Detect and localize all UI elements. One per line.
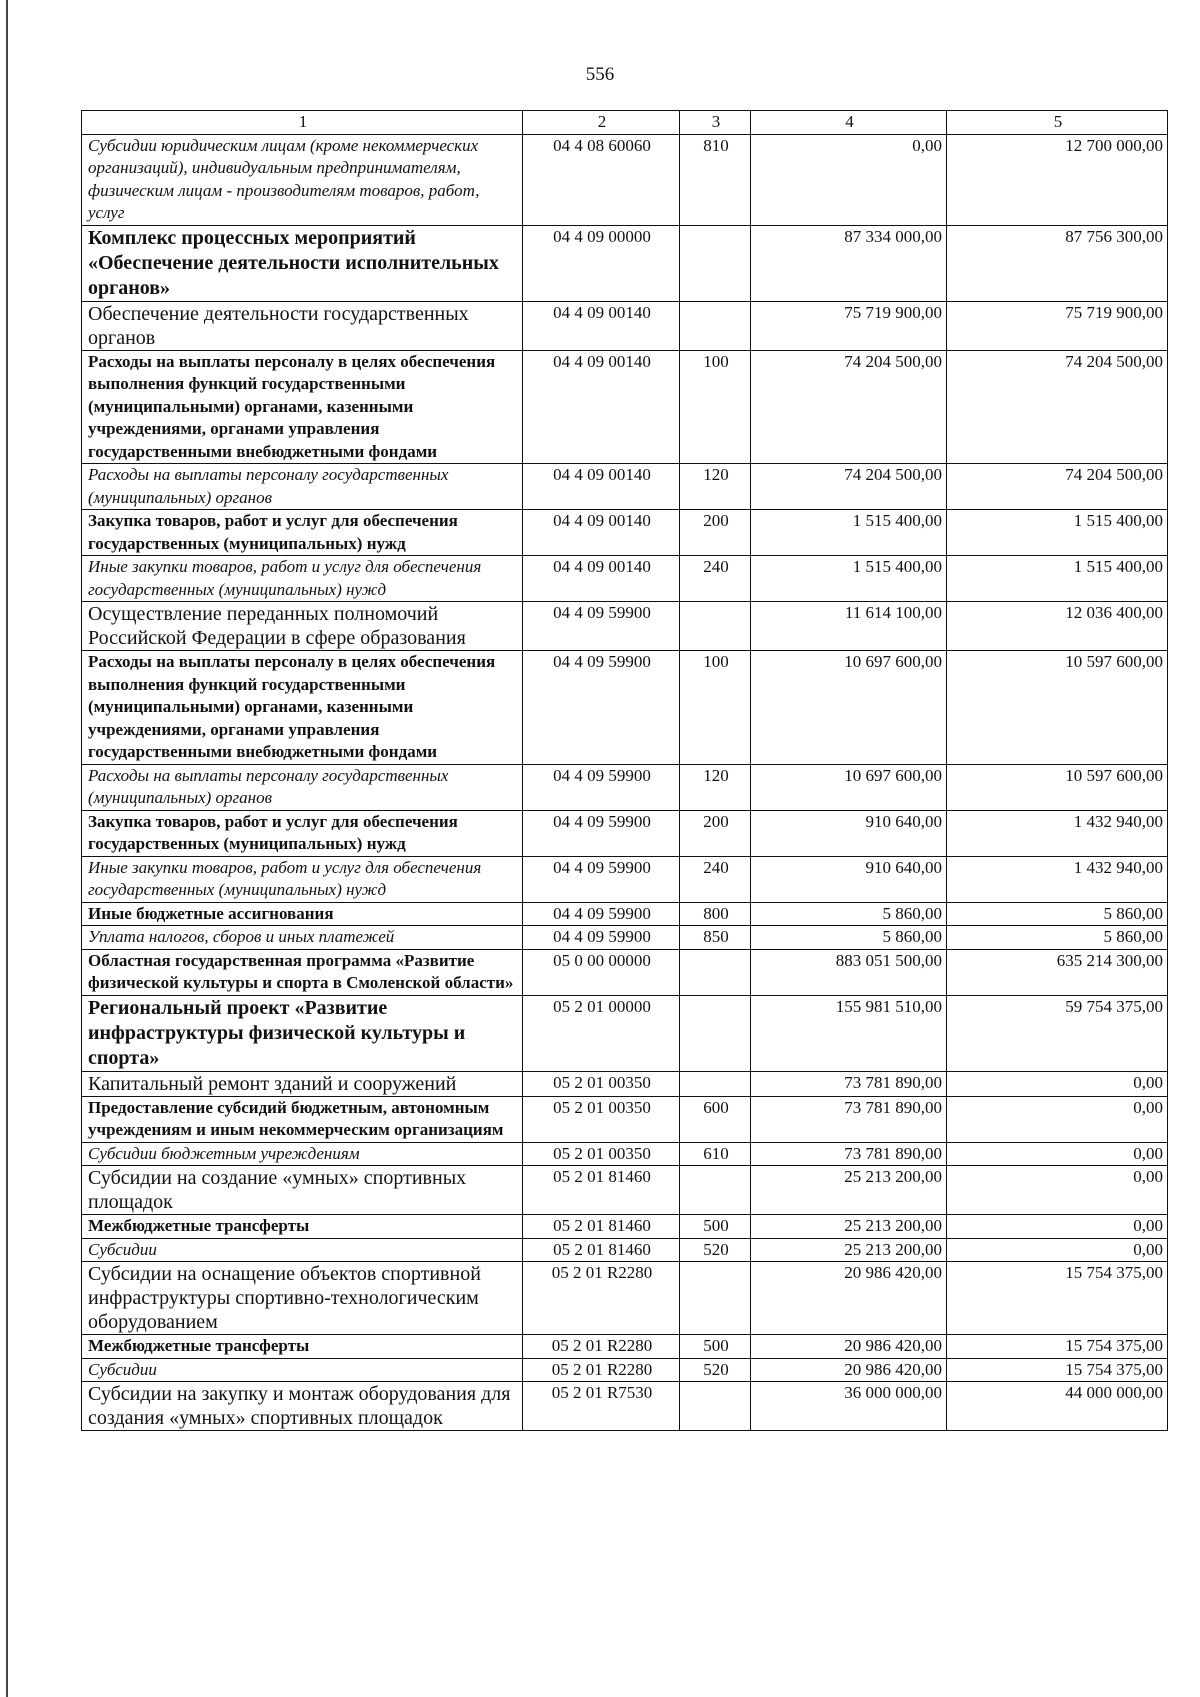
row-sum-2024-cell: 910 640,00	[751, 810, 947, 856]
row-kvr-cell: 120	[680, 764, 751, 810]
table-row	[82, 995, 1168, 1071]
row-code-cell: 05 2 01 00000	[523, 995, 680, 1071]
row-name-cell: Субсидии	[82, 1358, 523, 1382]
row-name-cell: Субсидии на оснащение объектов спортивной инфраструктуры спортивно-технологическим оборудованием	[82, 1262, 523, 1335]
row-code-cell: 04 4 09 00000	[523, 225, 680, 301]
row-kvr-cell: 240	[680, 856, 751, 902]
table-row	[82, 651, 1168, 765]
row-kvr-cell: 520	[680, 1238, 751, 1262]
row-sum-2024-cell: 5 860,00	[751, 926, 947, 950]
row-sum-2025-cell: 59 754 375,00	[947, 995, 1168, 1071]
row-code-cell: 04 4 09 59900	[523, 651, 680, 765]
row-sum-2025-cell: 15 754 375,00	[947, 1262, 1168, 1335]
row-kvr-cell: 600	[680, 1096, 751, 1142]
row-name-cell: Комплекс процессных мероприятий «Обеспечение деятельности исполнительных органов»	[82, 225, 523, 301]
row-code-cell: 04 4 09 59900	[523, 926, 680, 950]
row-kvr-cell: 850	[680, 926, 751, 950]
row-code-cell: 04 4 09 59900	[523, 602, 680, 651]
row-sum-2024-cell: 10 697 600,00	[751, 764, 947, 810]
table-row	[82, 464, 1168, 510]
row-sum-2025-cell: 15 754 375,00	[947, 1358, 1168, 1382]
row-code-cell: 05 2 01 R2280	[523, 1335, 680, 1359]
row-kvr-cell: 100	[680, 350, 751, 464]
row-sum-2024-cell: 73 781 890,00	[751, 1071, 947, 1096]
row-sum-2024-cell: 20 986 420,00	[751, 1358, 947, 1382]
row-sum-2024-cell: 73 781 890,00	[751, 1096, 947, 1142]
row-code-cell: 04 4 09 00140	[523, 301, 680, 350]
table-row	[82, 301, 1168, 350]
column-header: 5	[947, 111, 1168, 135]
table-row	[82, 225, 1168, 301]
row-sum-2025-cell: 0,00	[947, 1096, 1168, 1142]
row-kvr-cell	[680, 225, 751, 301]
row-sum-2024-cell: 5 860,00	[751, 902, 947, 926]
row-name-cell: Расходы на выплаты персоналу государственных (муниципальных) органов	[82, 764, 523, 810]
row-name-cell: Межбюджетные трансферты	[82, 1215, 523, 1239]
row-sum-2025-cell: 15 754 375,00	[947, 1335, 1168, 1359]
row-sum-2024-cell: 910 640,00	[751, 856, 947, 902]
row-sum-2024-cell: 74 204 500,00	[751, 350, 947, 464]
row-sum-2024-cell: 87 334 000,00	[751, 225, 947, 301]
table-row	[82, 1238, 1168, 1262]
table-row	[82, 1166, 1168, 1215]
table-row	[82, 602, 1168, 651]
row-kvr-cell	[680, 1071, 751, 1096]
row-sum-2024-cell: 10 697 600,00	[751, 651, 947, 765]
row-code-cell: 05 2 01 00350	[523, 1142, 680, 1166]
row-name-cell: Обеспечение деятельности государственных органов	[82, 301, 523, 350]
table-row	[82, 1358, 1168, 1382]
row-name-cell: Субсидии юридическим лицам (кроме некоммерческих организаций), индивидуальным предпринимателям, физическим лицам - производителям товаров, работ, услуг	[82, 134, 523, 225]
row-sum-2024-cell: 36 000 000,00	[751, 1382, 947, 1431]
table-row	[82, 350, 1168, 464]
row-kvr-cell: 100	[680, 651, 751, 765]
row-name-cell: Областная государственная программа «Развитие физической культуры и спорта в Смоленской области»	[82, 949, 523, 995]
row-name-cell: Осуществление переданных полномочий Российской Федерации в сфере образования	[82, 602, 523, 651]
row-name-cell: Субсидии	[82, 1238, 523, 1262]
row-sum-2025-cell: 1 432 940,00	[947, 810, 1168, 856]
row-code-cell: 05 2 01 81460	[523, 1238, 680, 1262]
row-code-cell: 05 2 01 R2280	[523, 1262, 680, 1335]
row-sum-2024-cell: 11 614 100,00	[751, 602, 947, 651]
row-kvr-cell: 240	[680, 556, 751, 602]
row-sum-2024-cell: 25 213 200,00	[751, 1166, 947, 1215]
row-name-cell: Капитальный ремонт зданий и сооружений	[82, 1071, 523, 1096]
row-code-cell: 04 4 09 59900	[523, 764, 680, 810]
page-edge-line	[6, 0, 8, 1697]
row-sum-2025-cell: 0,00	[947, 1142, 1168, 1166]
row-name-cell: Иные бюджетные ассигнования	[82, 902, 523, 926]
table-row	[82, 1335, 1168, 1359]
row-code-cell: 04 4 08 60060	[523, 134, 680, 225]
row-sum-2025-cell: 75 719 900,00	[947, 301, 1168, 350]
row-sum-2025-cell: 74 204 500,00	[947, 464, 1168, 510]
row-name-cell: Закупка товаров, работ и услуг для обеспечения государственных (муниципальных) нужд	[82, 510, 523, 556]
row-code-cell: 04 4 09 59900	[523, 902, 680, 926]
row-code-cell: 04 4 09 59900	[523, 856, 680, 902]
row-name-cell: Региональный проект «Развитие инфраструктуры физической культуры и спорта»	[82, 995, 523, 1071]
header-row	[82, 111, 1168, 135]
row-kvr-cell: 610	[680, 1142, 751, 1166]
row-kvr-cell: 200	[680, 510, 751, 556]
row-sum-2025-cell: 1 515 400,00	[947, 510, 1168, 556]
table-row	[82, 764, 1168, 810]
row-sum-2025-cell: 12 700 000,00	[947, 134, 1168, 225]
row-sum-2025-cell: 0,00	[947, 1166, 1168, 1215]
table-row	[82, 810, 1168, 856]
table-row	[82, 926, 1168, 950]
row-code-cell: 05 2 01 81460	[523, 1166, 680, 1215]
row-kvr-cell	[680, 1262, 751, 1335]
row-kvr-cell	[680, 1166, 751, 1215]
table-body	[82, 134, 1168, 1431]
row-code-cell: 05 0 00 00000	[523, 949, 680, 995]
table-row	[82, 1071, 1168, 1096]
row-name-cell: Иные закупки товаров, работ и услуг для обеспечения государственных (муниципальных) нужд	[82, 556, 523, 602]
table-row	[82, 1142, 1168, 1166]
row-kvr-cell: 500	[680, 1335, 751, 1359]
row-name-cell: Уплата налогов, сборов и иных платежей	[82, 926, 523, 950]
row-sum-2024-cell: 1 515 400,00	[751, 510, 947, 556]
budget-table	[81, 110, 1168, 1431]
row-kvr-cell: 200	[680, 810, 751, 856]
row-kvr-cell	[680, 995, 751, 1071]
row-sum-2024-cell: 20 986 420,00	[751, 1335, 947, 1359]
row-sum-2025-cell: 0,00	[947, 1215, 1168, 1239]
row-name-cell: Расходы на выплаты персоналу в целях обеспечения выполнения функций государственными (муниципальными) органами, казенными учреждениями, органами управления государственными внебюджетными фондами	[82, 350, 523, 464]
table-row	[82, 902, 1168, 926]
table-row	[82, 1382, 1168, 1431]
row-sum-2025-cell: 74 204 500,00	[947, 350, 1168, 464]
row-name-cell: Предоставление субсидий бюджетным, автономным учреждениям и иным некоммерческим организациям	[82, 1096, 523, 1142]
row-sum-2025-cell: 10 597 600,00	[947, 651, 1168, 765]
row-kvr-cell: 520	[680, 1358, 751, 1382]
table-row	[82, 1262, 1168, 1335]
row-code-cell: 05 2 01 00350	[523, 1071, 680, 1096]
table-row	[82, 510, 1168, 556]
row-sum-2024-cell: 0,00	[751, 134, 947, 225]
row-kvr-cell: 500	[680, 1215, 751, 1239]
row-name-cell: Иные закупки товаров, работ и услуг для обеспечения государственных (муниципальных) нужд	[82, 856, 523, 902]
row-sum-2024-cell: 20 986 420,00	[751, 1262, 947, 1335]
row-sum-2025-cell: 5 860,00	[947, 926, 1168, 950]
row-sum-2025-cell: 1 432 940,00	[947, 856, 1168, 902]
table-row	[82, 856, 1168, 902]
row-sum-2024-cell: 74 204 500,00	[751, 464, 947, 510]
row-sum-2025-cell: 10 597 600,00	[947, 764, 1168, 810]
column-header: 3	[680, 111, 751, 135]
row-kvr-cell	[680, 1382, 751, 1431]
row-sum-2025-cell: 87 756 300,00	[947, 225, 1168, 301]
row-kvr-cell	[680, 301, 751, 350]
row-code-cell: 05 2 01 R7530	[523, 1382, 680, 1431]
column-header: 1	[82, 111, 523, 135]
row-name-cell: Расходы на выплаты персоналу в целях обеспечения выполнения функций государственными (муниципальными) органами, казенными учреждениями, органами управления государственными внебюджетными фондами	[82, 651, 523, 765]
row-name-cell: Расходы на выплаты персоналу государственных (муниципальных) органов	[82, 464, 523, 510]
row-kvr-cell: 120	[680, 464, 751, 510]
row-sum-2025-cell: 0,00	[947, 1071, 1168, 1096]
table-row	[82, 1096, 1168, 1142]
page-number: 556	[585, 64, 615, 85]
table-row	[82, 134, 1168, 225]
table-row	[82, 556, 1168, 602]
row-code-cell: 04 4 09 00140	[523, 350, 680, 464]
row-sum-2024-cell: 883 051 500,00	[751, 949, 947, 995]
row-sum-2024-cell: 155 981 510,00	[751, 995, 947, 1071]
row-sum-2025-cell: 12 036 400,00	[947, 602, 1168, 651]
row-sum-2025-cell: 635 214 300,00	[947, 949, 1168, 995]
row-name-cell: Субсидии бюджетным учреждениям	[82, 1142, 523, 1166]
row-sum-2025-cell: 44 000 000,00	[947, 1382, 1168, 1431]
row-code-cell: 04 4 09 00140	[523, 556, 680, 602]
row-sum-2025-cell: 5 860,00	[947, 902, 1168, 926]
row-sum-2024-cell: 1 515 400,00	[751, 556, 947, 602]
row-code-cell: 05 2 01 R2280	[523, 1358, 680, 1382]
row-sum-2025-cell: 0,00	[947, 1238, 1168, 1262]
row-name-cell: Закупка товаров, работ и услуг для обеспечения государственных (муниципальных) нужд	[82, 810, 523, 856]
row-code-cell: 05 2 01 81460	[523, 1215, 680, 1239]
row-kvr-cell: 810	[680, 134, 751, 225]
row-sum-2024-cell: 73 781 890,00	[751, 1142, 947, 1166]
row-code-cell: 04 4 09 00140	[523, 464, 680, 510]
table-row	[82, 1215, 1168, 1239]
row-kvr-cell	[680, 949, 751, 995]
row-kvr-cell: 800	[680, 902, 751, 926]
row-sum-2024-cell: 25 213 200,00	[751, 1238, 947, 1262]
row-sum-2025-cell: 1 515 400,00	[947, 556, 1168, 602]
row-code-cell: 05 2 01 00350	[523, 1096, 680, 1142]
column-header: 2	[523, 111, 680, 135]
column-header: 4	[751, 111, 947, 135]
row-name-cell: Субсидии на создание «умных» спортивных площадок	[82, 1166, 523, 1215]
row-name-cell: Субсидии на закупку и монтаж оборудования для создания «умных» спортивных площадок	[82, 1382, 523, 1431]
row-code-cell: 04 4 09 00140	[523, 510, 680, 556]
row-kvr-cell	[680, 602, 751, 651]
row-code-cell: 04 4 09 59900	[523, 810, 680, 856]
table-row	[82, 949, 1168, 995]
row-name-cell: Межбюджетные трансферты	[82, 1335, 523, 1359]
row-sum-2024-cell: 25 213 200,00	[751, 1215, 947, 1239]
row-sum-2024-cell: 75 719 900,00	[751, 301, 947, 350]
